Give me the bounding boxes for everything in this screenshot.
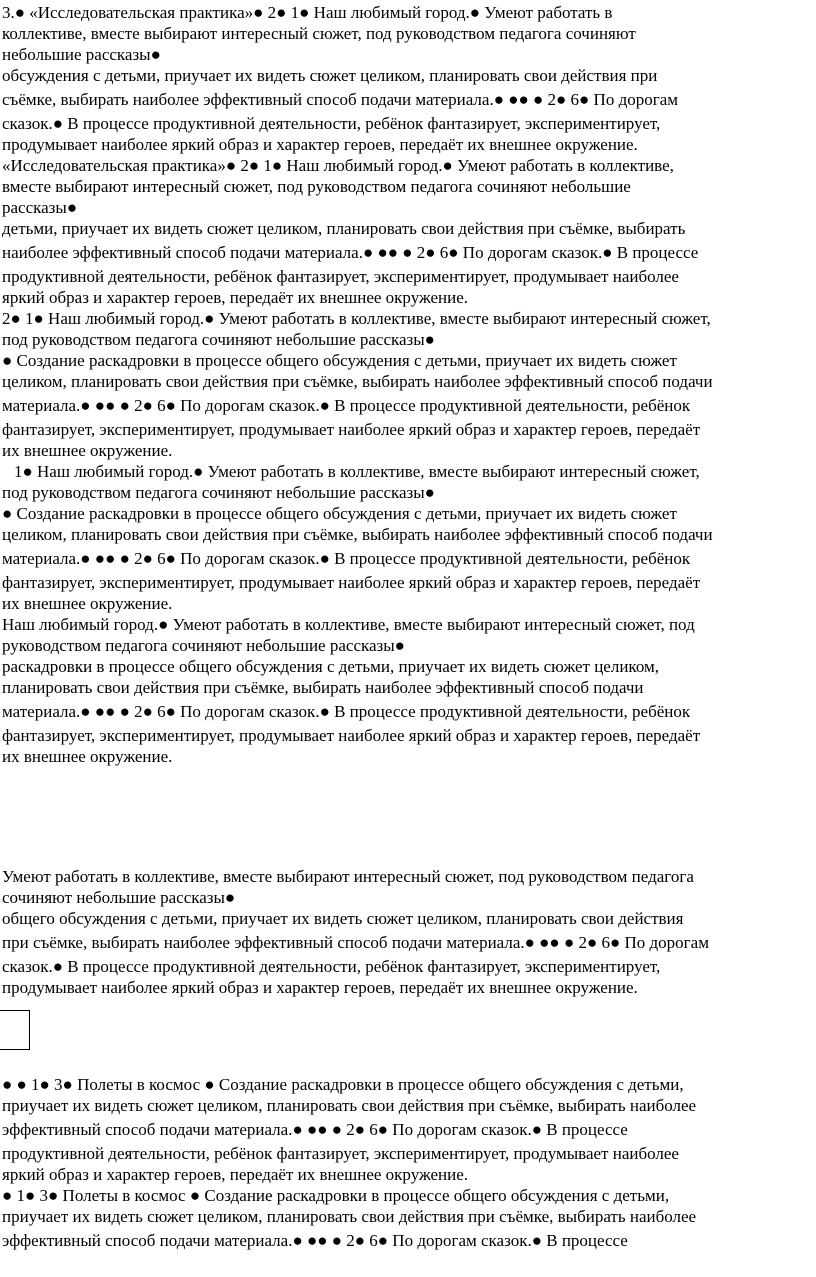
- text-line: сказок.● В процессе продуктивной деятельности, ребёнок фантазирует, экспериментирует,: [2, 957, 661, 976]
- text-line: общего обсуждения с детьми, приучает их видеть сюжет целиком, планировать свои действия: [2, 909, 684, 928]
- text-line: руководством педагога сочиняют небольшие рассказы●: [2, 636, 405, 655]
- text-line: ● 1● 3● Полеты в космос ● Создание раскадровки в процессе общего обсуждения с детьми,: [2, 1186, 670, 1205]
- text-line: яркий образ и характер героев, передаёт их внешнее окружение.: [2, 1165, 469, 1184]
- text-line: «Исследовательская практика»● 2● 1● Наш любимый город.● Умеют работать в коллективе,: [2, 156, 674, 175]
- text-line: фантазирует, экспериментирует, продумывает наиболее яркий образ и характер героев, передаёт: [2, 726, 701, 745]
- text-line: материала.● ●● ● 2● 6● По дорогам сказок.● В процессе продуктивной деятельности, ребёнок: [2, 549, 691, 568]
- blank-image-frame: [0, 1010, 30, 1050]
- document-text-lower: [2, 866, 814, 998]
- text-line: продумывает наиболее яркий образ и характер героев, передаёт их внешнее окружение.: [2, 978, 638, 997]
- document-text-bottom: [2, 1074, 814, 1254]
- text-line: их внешнее окружение.: [2, 441, 173, 460]
- text-line: раскадровки в процессе общего обсуждения с детьми, приучает их видеть сюжет целиком,: [2, 657, 660, 676]
- text-line: 2● 1● Наш любимый город.● Умеют работать в коллективе, вместе выбирают интересный сюжет,: [2, 309, 711, 328]
- text-line: фантазирует, экспериментирует, продумывает наиболее яркий образ и характер героев, передаёт: [2, 420, 701, 439]
- text-line: 1● Наш любимый город.● Умеют работать в коллективе, вместе выбирают интересный сюжет,: [14, 462, 700, 481]
- text-line: 3.● «Исследовательская практика»● 2● 1● Наш любимый город.● Умеют работать в: [2, 3, 613, 22]
- text-line: под руководством педагога сочиняют небольшие рассказы●: [2, 483, 435, 502]
- text-line: целиком, планировать свои действия при съёмке, выбирать наиболее эффективный способ подачи: [2, 525, 713, 544]
- text-line: под руководством педагога сочиняют небольшие рассказы●: [2, 330, 435, 349]
- text-line: съёмке, выбирать наиболее эффективный способ подачи материала.● ●● ● 2● 6● По дорогам: [2, 90, 679, 109]
- text-line: Наш любимый город.● Умеют работать в коллективе, вместе выбирают интересный сюжет, под: [2, 615, 695, 634]
- text-line: рассказы●: [2, 198, 78, 217]
- text-line: продуктивной деятельности, ребёнок фантазирует, экспериментирует, продумывает наиболее: [2, 267, 679, 286]
- text-line: материала.● ●● ● 2● 6● По дорогам сказок.● В процессе продуктивной деятельности, ребёнок: [2, 396, 691, 415]
- text-line: их внешнее окружение.: [2, 594, 173, 613]
- text-line: их внешнее окружение.: [2, 747, 173, 766]
- text-line: коллективе, вместе выбирают интересный сюжет, под руководством педагога сочиняют: [2, 24, 636, 43]
- text-line: материала.● ●● ● 2● 6● По дорогам сказок.● В процессе продуктивной деятельности, ребёнок: [2, 702, 691, 721]
- document-text: [2, 2, 814, 767]
- text-line: эффективный способ подачи материала.● ●● ● 2● 6● По дорогам сказок.● В процессе: [2, 1120, 628, 1139]
- text-line: целиком, планировать свои действия при съёмке, выбирать наиболее эффективный способ подачи: [2, 372, 713, 391]
- text-line: эффективный способ подачи материала.● ●● ● 2● 6● По дорогам сказок.● В процессе: [2, 1231, 628, 1250]
- text-line: фантазирует, экспериментирует, продумывает наиболее яркий образ и характер героев, передаёт: [2, 573, 701, 592]
- text-line: продуктивной деятельности, ребёнок фантазирует, экспериментирует, продумывает наиболее: [2, 1144, 679, 1163]
- text-line: ● Создание раскадровки в процессе общего обсуждения с детьми, приучает их видеть сюжет: [2, 351, 677, 370]
- text-line: продумывает наиболее яркий образ и характер героев, передаёт их внешнее окружение.: [2, 135, 638, 154]
- text-line: детьми, приучает их видеть сюжет целиком, планировать свои действия при съёмке, выбирать: [2, 219, 686, 238]
- text-line: планировать свои действия при съёмке, выбирать наиболее эффективный способ подачи: [2, 678, 644, 697]
- text-line: яркий образ и характер героев, передаёт их внешнее окружение.: [2, 288, 469, 307]
- text-line: ● Создание раскадровки в процессе общего обсуждения с детьми, приучает их видеть сюжет: [2, 504, 677, 523]
- text-line: приучает их видеть сюжет целиком, планировать свои действия при съёмке, выбирать наиболее: [2, 1207, 697, 1226]
- text-line: небольшие рассказы●: [2, 45, 161, 64]
- text-line: сочиняют небольшие рассказы●: [2, 888, 236, 907]
- text-line: Умеют работать в коллективе, вместе выбирают интересный сюжет, под руководством педагога: [2, 867, 694, 886]
- text-line: сказок.● В процессе продуктивной деятельности, ребёнок фантазирует, экспериментирует,: [2, 114, 661, 133]
- text-line: обсуждения с детьми, приучает их видеть сюжет целиком, планировать свои действия при: [2, 66, 658, 85]
- text-line: вместе выбирают интересный сюжет, под руководством педагога сочиняют небольшие: [2, 177, 631, 196]
- text-line: ● ● 1● 3● Полеты в космос ● Создание раскадровки в процессе общего обсуждения с детьми,: [2, 1075, 684, 1094]
- text-line: приучает их видеть сюжет целиком, планировать свои действия при съёмке, выбирать наиболее: [2, 1096, 697, 1115]
- text-line: при съёмке, выбирать наиболее эффективный способ подачи материала.● ●● ● 2● 6● По дорогам: [2, 933, 709, 952]
- text-line: наиболее эффективный способ подачи материала.● ●● ● 2● 6● По дорогам сказок.● В процессе: [2, 243, 699, 262]
